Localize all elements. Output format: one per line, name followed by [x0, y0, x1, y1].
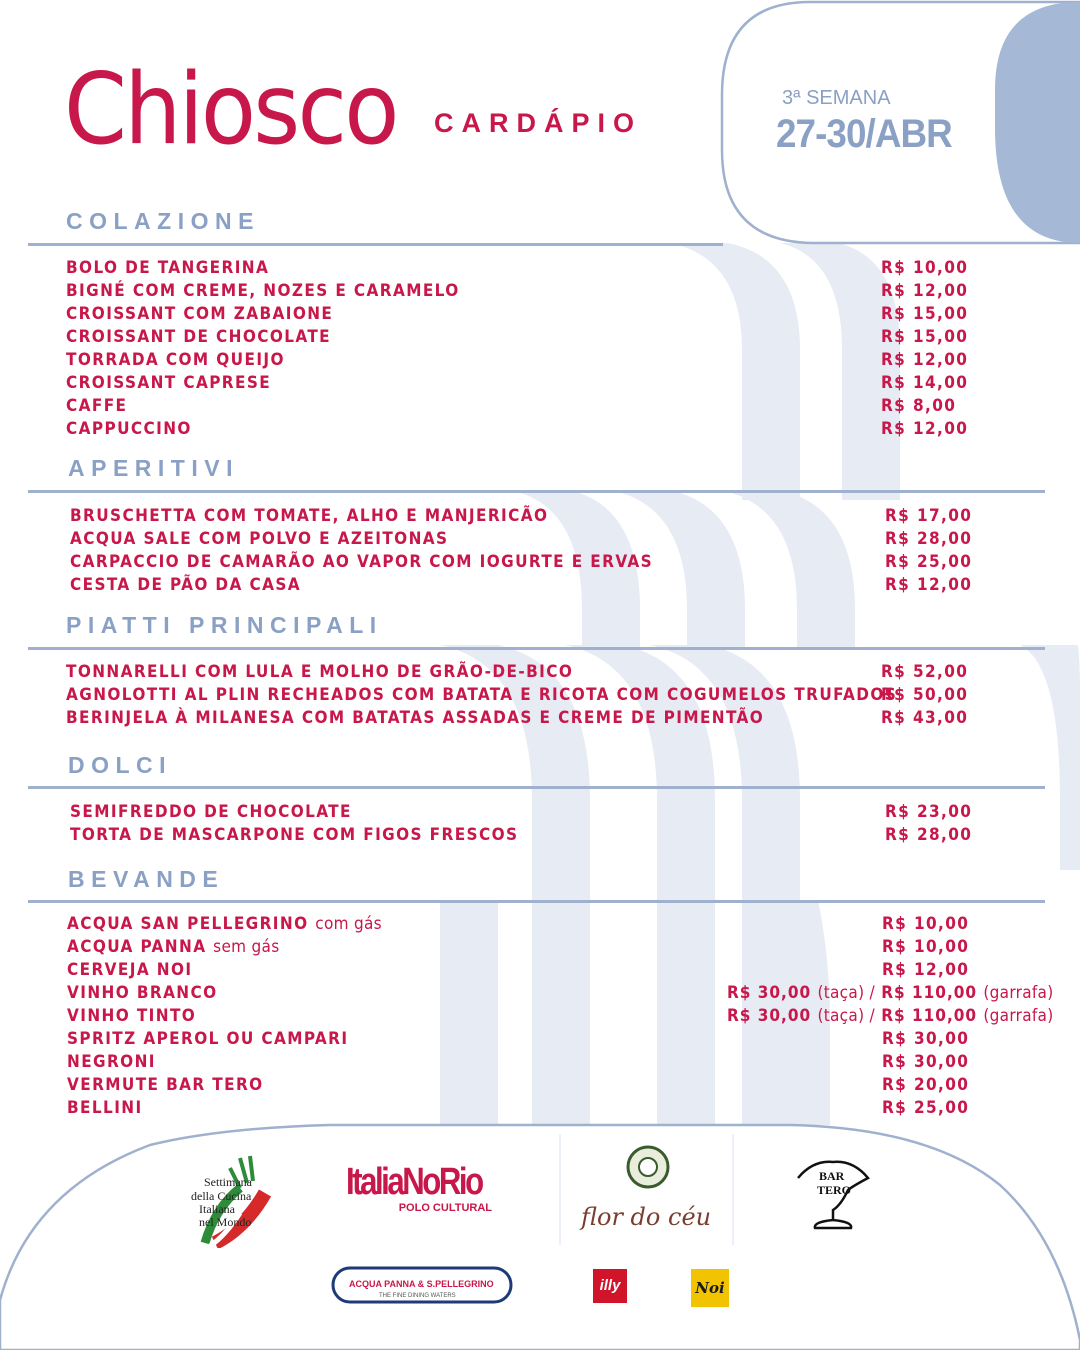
italianorio-logo	[346, 1162, 496, 1222]
item-price: R$ 15,00	[881, 304, 969, 324]
menu-item	[67, 1029, 1047, 1052]
item-price: R$ 20,00	[882, 1075, 970, 1095]
item-name: CESTA DE PÃO DA CASA	[70, 575, 302, 595]
section-title-bevande: BEVANDE	[68, 866, 225, 892]
item-price: R$ 12,00	[881, 281, 969, 301]
item-name: CARPACCIO DE CAMARÃO AO VAPOR COM IOGURTE E ERVAS	[70, 552, 654, 572]
item-name: CROISSANT COM ZABAIONE	[66, 304, 334, 324]
section-divider	[28, 900, 1045, 903]
item-price-dual: R$ 30,00 (taça) / R$ 110,00 (garrafa)	[727, 1006, 1054, 1026]
item-price: R$ 14,00	[881, 373, 969, 393]
item-price: R$ 12,00	[881, 350, 969, 370]
section-divider	[28, 490, 1045, 493]
item-note: com gás	[315, 914, 382, 934]
italianorio-tag: POLO CULTURAL	[398, 1202, 492, 1214]
bar-tero-logo	[793, 1150, 873, 1230]
item-name: CAFFE	[66, 396, 128, 416]
corner-blob	[995, 2, 1080, 243]
item-price: R$ 8,00	[881, 396, 957, 416]
item-name: BELLINI	[67, 1098, 143, 1118]
item-price: R$ 10,00	[882, 914, 970, 934]
item-price: R$ 12,00	[882, 960, 970, 980]
item-price: R$ 52,00	[881, 662, 969, 682]
menu-item	[67, 914, 1047, 937]
item-price: R$ 15,00	[881, 327, 969, 347]
menu-item	[66, 396, 1046, 419]
item-name: ACQUA SALE COM POLVO E AZEITONAS	[70, 529, 449, 549]
svg-text:flor do céu: flor do céu	[581, 1203, 712, 1231]
menu-item	[66, 281, 1046, 304]
menu-item	[67, 1006, 1054, 1029]
illy-logo: illy	[593, 1269, 627, 1303]
section-title-aperitivi: APERITIVI	[68, 455, 239, 481]
svg-text:Italiana: Italiana	[199, 1202, 235, 1216]
menu-item	[66, 350, 1046, 373]
svg-text:ACQUA PANNA & S.PELLEGRINO: ACQUA PANNA & S.PELLEGRINO	[349, 1279, 494, 1289]
menu-subtitle: CARDÁPIO	[434, 108, 643, 138]
menu-item	[67, 1098, 1047, 1121]
item-name: CAPPUCCINO	[66, 419, 192, 439]
item-name: ACQUA SAN PELLEGRINO com gás	[67, 914, 382, 934]
section-title-dolci: DOLCI	[68, 752, 173, 778]
svg-text:nel Mondo: nel Mondo	[199, 1215, 252, 1229]
item-price: R$ 28,00	[885, 825, 973, 845]
section-divider	[28, 786, 1045, 789]
item-price: R$ 12,00	[881, 419, 969, 439]
sanpellegrino-logo	[331, 1266, 513, 1304]
date-range: 27-30/ABR	[776, 112, 952, 156]
svg-text:BAR: BAR	[819, 1169, 845, 1183]
item-price: R$ 43,00	[881, 708, 969, 728]
item-price: R$ 23,00	[885, 802, 973, 822]
flor-do-ceu-logo	[575, 1145, 725, 1240]
menu-item	[67, 1075, 1047, 1098]
item-name: BOLO DE TANGERINA	[66, 258, 270, 278]
menu-item	[67, 937, 1047, 960]
menu-item	[70, 825, 1050, 848]
menu-item	[70, 506, 1050, 529]
section-divider	[28, 243, 723, 246]
item-price: R$ 30,00	[882, 1052, 970, 1072]
item-name: ACQUA PANNA sem gás	[67, 937, 280, 957]
noi-beer-logo: Noi	[691, 1269, 729, 1307]
menu-item	[67, 960, 1047, 983]
svg-text:TERO: TERO	[817, 1183, 852, 1197]
item-name: VERMUTE BAR TERO	[67, 1075, 264, 1095]
item-price: R$ 25,00	[885, 552, 973, 572]
item-name: VINHO BRANCO	[67, 983, 218, 1003]
italianorio-name: ItaliaNoRio	[346, 1161, 482, 1203]
item-price: R$ 28,00	[885, 529, 973, 549]
item-name: NEGRONI	[67, 1052, 156, 1072]
footer-arc	[0, 1125, 1080, 1350]
item-price-dual: R$ 30,00 (taça) / R$ 110,00 (garrafa)	[727, 983, 1054, 1003]
svg-text:della Cucina: della Cucina	[191, 1189, 252, 1203]
menu-item	[66, 662, 1046, 685]
menu-item	[67, 983, 1054, 1006]
week-label: 3ª SEMANA	[782, 87, 891, 109]
item-name: SPRITZ APEROL OU CAMPARI	[67, 1029, 349, 1049]
item-price: R$ 12,00	[885, 575, 973, 595]
menu-item	[66, 708, 1046, 731]
menu-item	[70, 552, 1050, 575]
item-name: AGNOLOTTI AL PLIN RECHEADOS COM BATATA E RICOTA COM COGUMELOS TRUFADOS	[66, 685, 898, 705]
menu-item	[66, 373, 1046, 396]
menu-item	[66, 419, 1046, 442]
menu-item	[70, 575, 1050, 598]
svg-text:THE FINE DINING WATERS: THE FINE DINING WATERS	[379, 1293, 456, 1299]
item-name: SEMIFREDDO DE CHOCOLATE	[70, 802, 352, 822]
item-price: R$ 25,00	[882, 1098, 970, 1118]
item-name: BRUSCHETTA COM TOMATE, ALHO E MANJERICÃO	[70, 506, 549, 526]
item-name: TORTA DE MASCARPONE COM FIGOS FRESCOS	[70, 825, 519, 845]
section-title-colazione: COLAZIONE	[66, 208, 260, 234]
item-price: R$ 10,00	[882, 937, 970, 957]
item-name: VINHO TINTO	[67, 1006, 197, 1026]
menu-item	[66, 327, 1046, 350]
item-name: CERVEJA NOI	[67, 960, 193, 980]
section-divider	[28, 647, 1045, 650]
item-note: sem gás	[213, 937, 280, 957]
item-name: TORRADA COM QUEIJO	[66, 350, 285, 370]
item-price: R$ 17,00	[885, 506, 973, 526]
item-name: BERINJELA À MILANESA COM BATATAS ASSADAS E CREME DE PIMENTÃO	[66, 708, 765, 728]
item-price: R$ 30,00	[882, 1029, 970, 1049]
menu-item	[70, 529, 1050, 552]
menu-item	[66, 258, 1046, 281]
item-name: CROISSANT CAPRESE	[66, 373, 272, 393]
menu-item	[66, 685, 1046, 708]
section-title-piatti-principali: PIATTI PRINCIPALI	[66, 612, 383, 638]
item-name: CROISSANT DE CHOCOLATE	[66, 327, 332, 347]
item-name: TONNARELLI COM LULA E MOLHO DE GRÃO-DE-BICO	[66, 662, 574, 682]
settimana-cucina-logo	[185, 1148, 295, 1248]
item-price: R$ 10,00	[881, 258, 969, 278]
item-price: R$ 50,00	[881, 685, 969, 705]
brand-logo-text: Chiosco	[64, 53, 397, 167]
item-name: BIGNÉ COM CREME, NOZES E CARAMELO	[66, 281, 460, 301]
menu-item	[67, 1052, 1047, 1075]
menu-item	[70, 802, 1050, 825]
svg-text:Settimana: Settimana	[204, 1175, 252, 1189]
menu-item	[66, 304, 1046, 327]
